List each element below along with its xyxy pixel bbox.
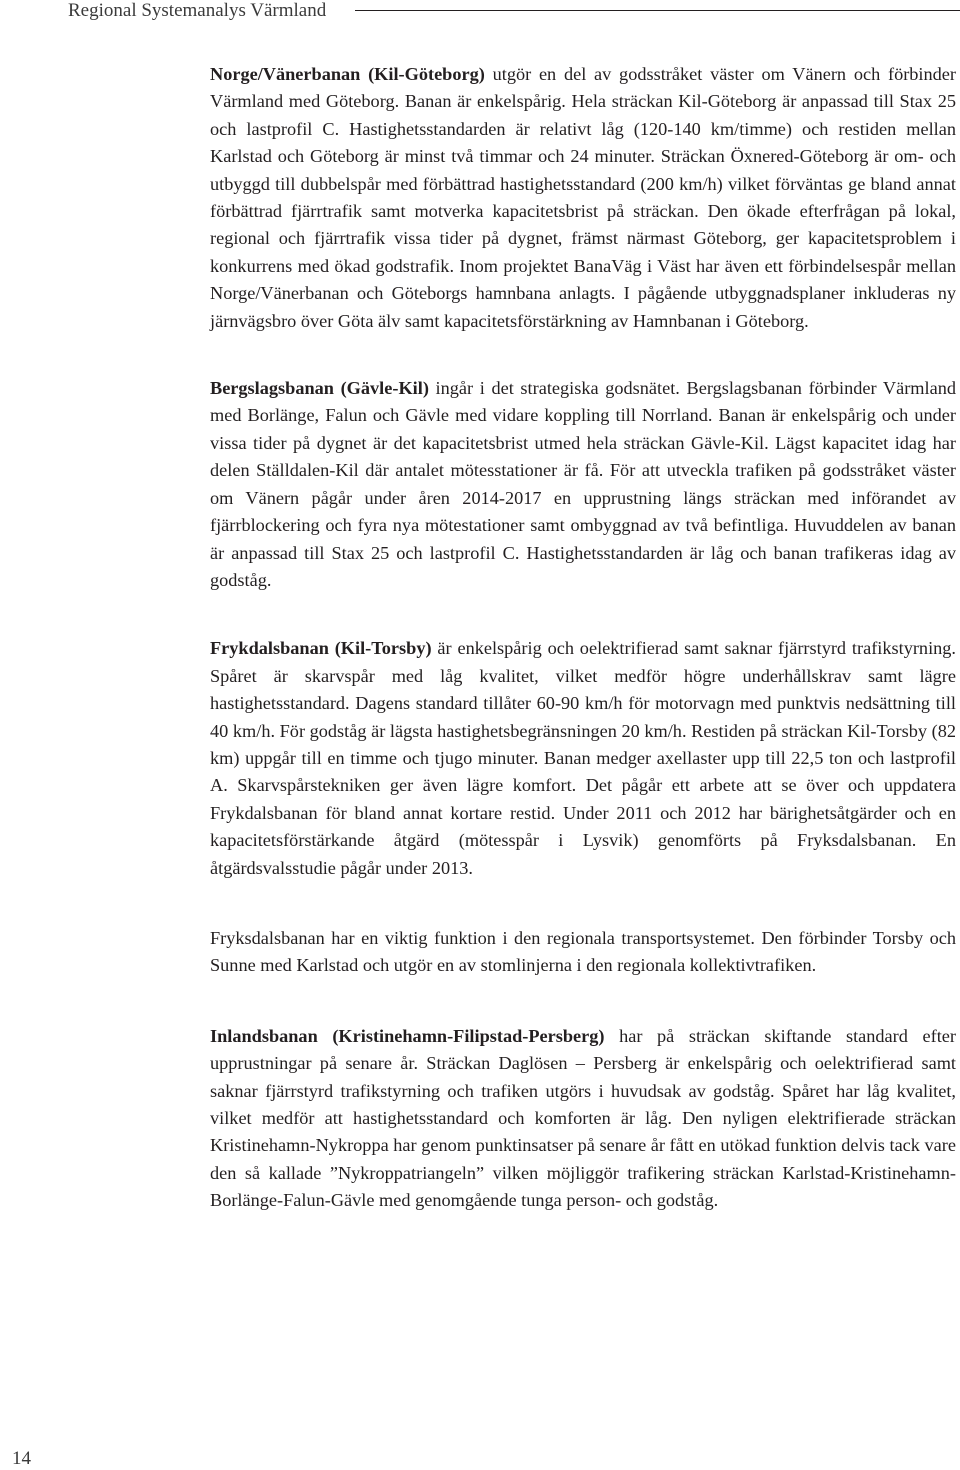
paragraph-bergslagsbanan [210,375,956,594]
paragraph-lead: Norge/Vänerbanan (Kil-Göteborg) [210,64,485,84]
paragraph-text: Fryksdalsbanan har en viktig funktion i den regionala transportsystemet. Den förbinder Torsby och Sunne med Karlstad och utgör en av stomlinjerna i den regionala kollektivtrafiken. [210,927,956,976]
paragraph-frykdalsbanan [210,635,956,882]
header-rule [355,10,960,11]
running-header-title: Regional Systemanalys Värmland [68,0,327,21]
paragraph-text: utgör en del av godsstråket väster om Vänern och förbinder Värmland med Göteborg. Banan är enkelspårig. Hela sträckan Kil-Göteborg är anpassad till Stax 25 och lastprofil C. Hastighetsstandarden är relativt låg (120-140 km/timme) och restiden mellan Karlstad och Göteborg är minst två timmar och 24 minuter. Sträckan Öxnered-Göteborg är om- och utbyggd till dubbelspår med förbättrad hastighetsstandard (200 km/h) vilket förväntas ge bland annat förbättrad fjärrtrafik samt motverka kapacitetsbrist på sträckan. Den ökade efterfrågan på lokal, regional och fjärrtrafik vissa tider på dygnet, främst närmast Göteborg, ger kapacitetsproblem i konkurrens med ökad godstrafik. Inom projektet BanaVäg i Väst har även ett förbindelsespår mellan Norge/Vänerbanan och Göteborgs hamnbana anlagts. I pågående utbyggnadsplaner inkluderas ny järnvägsbro över Göta älv samt kapacitetsförstärkning av Hamnbanan i Göteborg. [210,64,956,331]
paragraph-lead: Frykdalsbanan (Kil-Torsby) [210,638,432,659]
paragraph-lead: Inlandsbanan (Kristinehamn-Filipstad-Persberg) [210,1025,605,1046]
paragraph-text: är enkelspårig och oelektrifierad samt saknar fjärrstyrd trafikstyrning. Spåret är skarvspår med låg kvalitet, vilket medför högre underhållskrav samt lägre hastighetsstandard. Dagens standard tillåter 60-90 km/h för motorvagn med punktvis nedsättning till 40 km/h. För godståg är lägsta hastighetsbegränsningen 20 km/h. Restiden på sträckan Kil-Torsby (82 km) uppgår till en timme och tjugo minuter. Banan medger axellaster upp till 22,5 ton och lastprofil A. Skarvspårstekniken ger även lägre komfort. Det pågår ett arbete att se över och uppdatera Frykdalsbanan för bland annat kortare restid. Under 2011 och 2012 har bärighetsåtgärder och en kapacitetsförstärkande åtgärd (mötesspår i Lysvik) genomförts på Fryksdalsbanan. En åtgärdsvalsstudie pågår under 2013. [210,638,956,878]
page-number: 14 [12,1448,31,1469]
body-text [210,61,956,1215]
paragraph-fryksdalsbanan-function [210,925,956,980]
paragraph-lead: Bergslagsbanan (Gävle-Kil) [210,378,429,399]
paragraph-text: har på sträckan skiftande standard efter upprustningar på senare år. Sträckan Daglösen – Persberg är enkelspårig och oelektrifierad samt saknar fjärrstyrd trafikstyrning och trafiken utgörs i huvudsak av godståg. Spåret har låg kvalitet, vilket medför att hastighetsstandard och komforten är låg. Den nyligen elektrifierade sträckan Kristinehamn-Nykroppa har genom punktinsatser på senare år fått en utökad funktion delvis tack vare den så kallade ”Nykroppatriangeln” vilken möjliggör trafikering sträckan Karlstad-Kristinehamn-Borlänge-Falun-Gävle med genomgående tunga person- och godståg. [210,1025,956,1211]
paragraph-norge-vanerbanan [210,61,956,335]
paragraph-text: ingår i det strategiska godsnätet. Bergslagsbanan förbinder Värmland med Borlänge, Falun och Gävle med vidare koppling till Norrland. Banan är enkelspårig och under vissa tider på dygnet är det kapacitetsbrist utmed hela sträckan Gävle-Kil. Lägst kapacitet idag har delen Ställdalen-Kil där antalet mötesstationer är få. För att utveckla trafiken på godsstråket väster om Vänern pågår under åren 2014-2017 en upprustning längs sträckan med införandet av fjärrblockering och fyra nya mötestationer samt ombyggnad av två befintliga. Huvuddelen av banan är anpassad till Stax 25 och lastprofil C. Hastighetsstandarden är låg och banan trafikeras idag av godståg. [210,378,956,590]
paragraph-inlandsbanan [210,1023,956,1215]
